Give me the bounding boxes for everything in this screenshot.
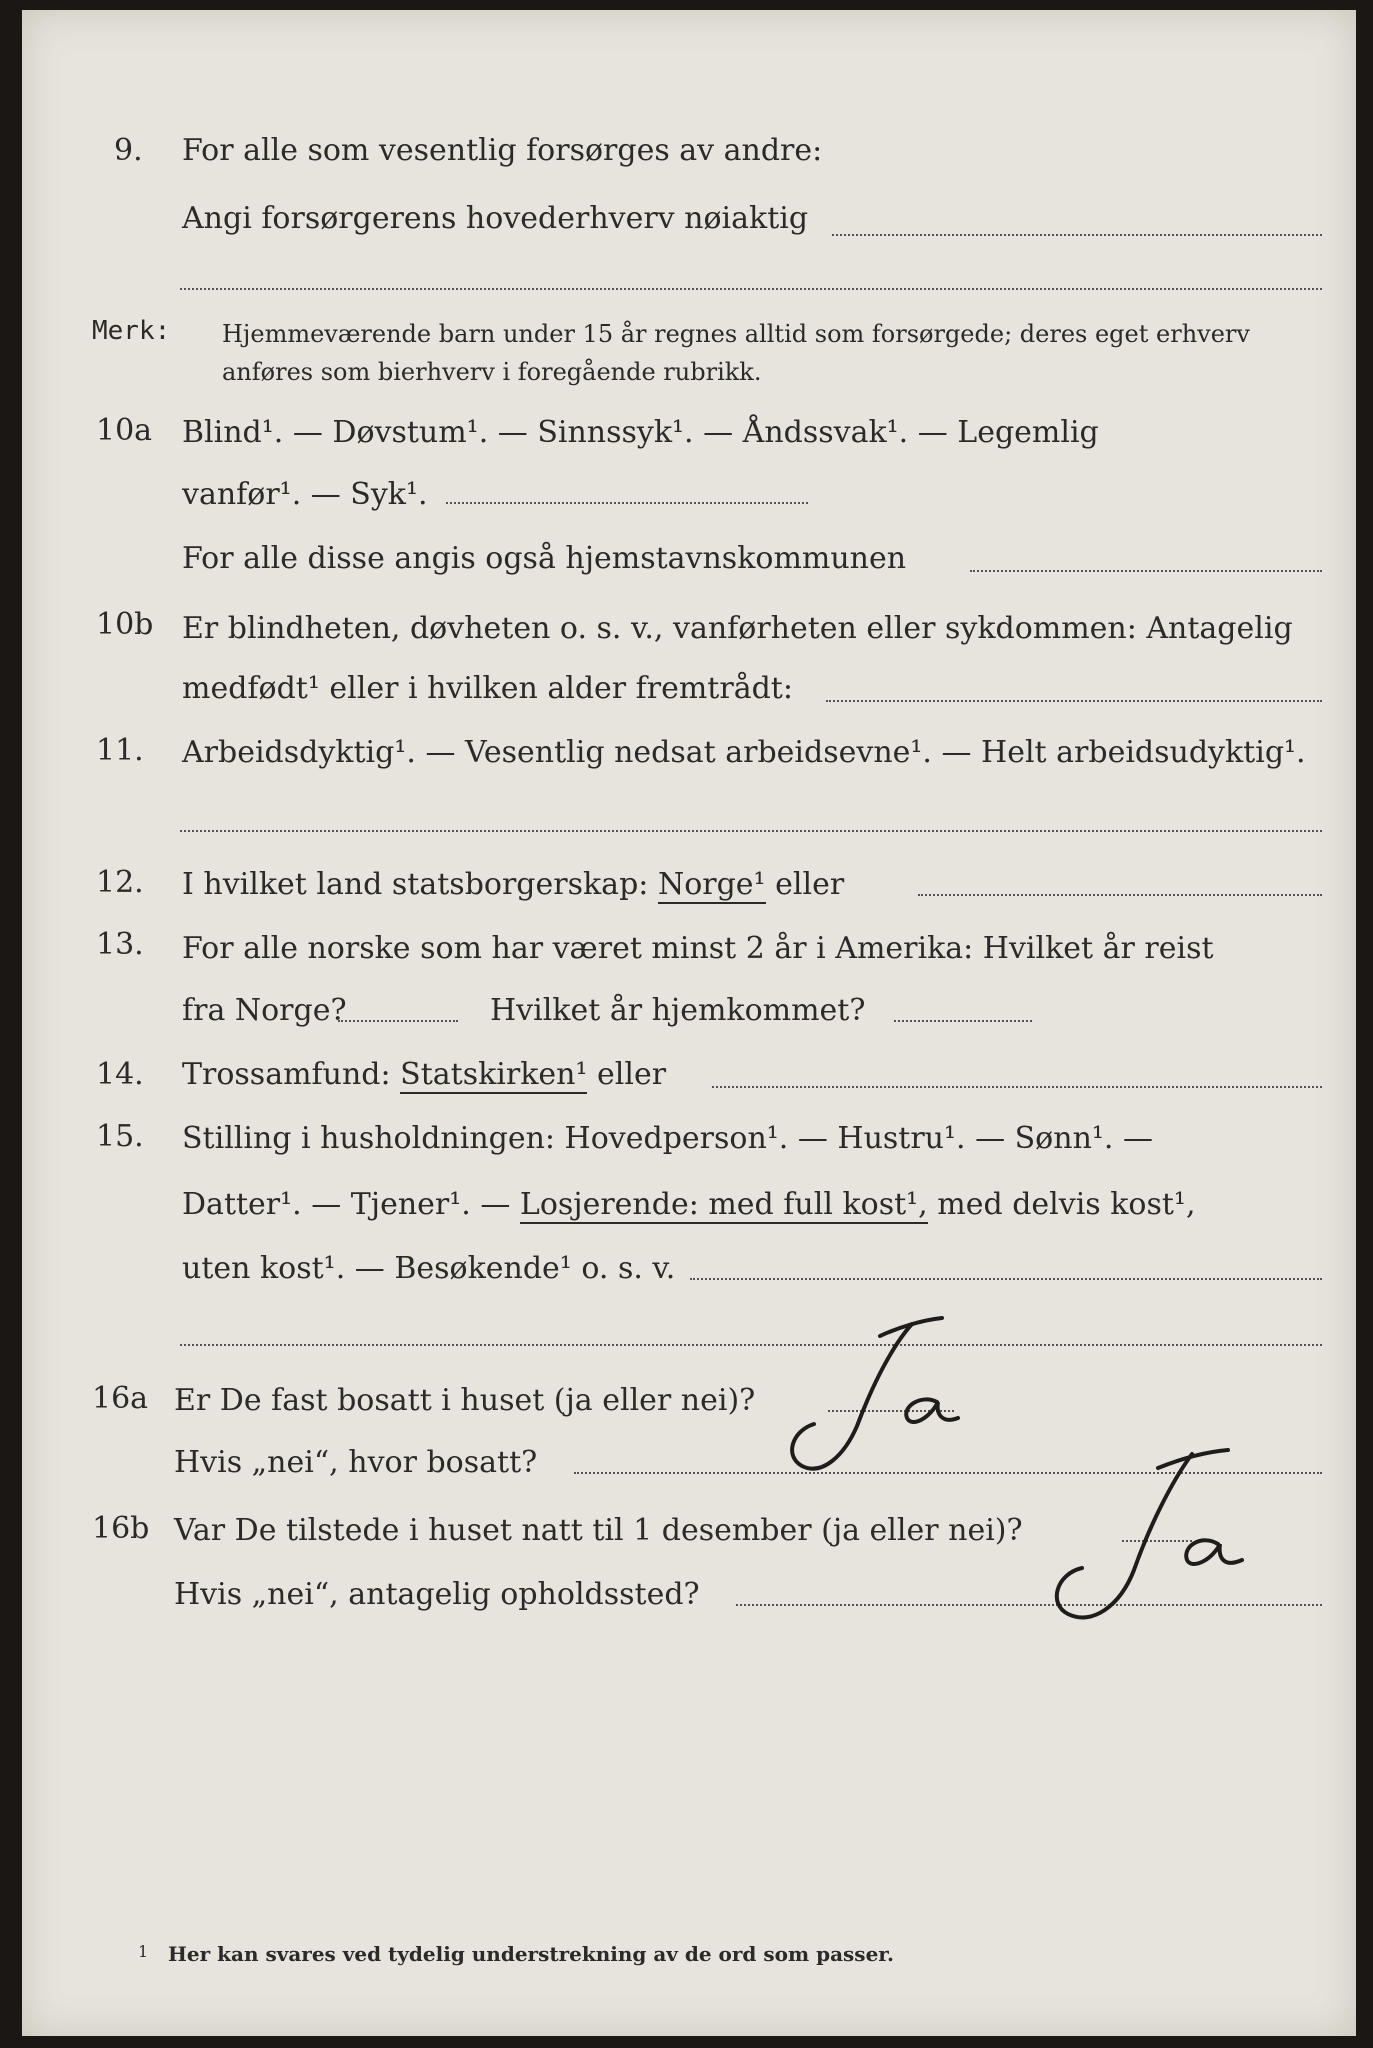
q14-suffix: eller — [597, 1057, 667, 1092]
q11-number: 11. — [96, 733, 144, 768]
q9-line1: For alle som vesentlig forsørges av andre: — [182, 133, 823, 168]
footnote-text: Her kan svares ved tydelig understrekning av de ord som passer. — [168, 1942, 894, 1966]
q12-number: 12. — [96, 865, 144, 900]
q10b-answer-line[interactable] — [826, 700, 1322, 702]
q15-number: 15. — [96, 1119, 144, 1154]
q10a-line1: Blind¹. — Døvstum¹. — Sinnssyk¹. — Åndssvak¹. — Legemlig — [182, 415, 1099, 450]
q12-line — [182, 867, 845, 902]
merk-line2: anføres som bierhverv i foregående rubrikk. — [222, 358, 762, 386]
q11-answer-line[interactable] — [180, 830, 1322, 832]
q9-number: 9. — [114, 133, 143, 168]
q14-number: 14. — [96, 1057, 144, 1092]
q15-answer-line-2[interactable] — [180, 1344, 1322, 1346]
q15-answer-line[interactable] — [690, 1278, 1322, 1280]
q16a-number: 16a — [92, 1381, 149, 1416]
q10a-answer-line[interactable] — [446, 502, 808, 504]
q10b-line2: medfødt¹ eller i hvilken alder fremtrådt: — [182, 671, 793, 706]
q12-prefix: I hvilket land statsborgerskap: — [182, 867, 649, 902]
q16b-line2: Hvis „nei“, antagelig opholdssted? — [174, 1577, 700, 1612]
q13-line2a: fra Norge? — [182, 993, 347, 1028]
q10b-line1: Er blindheten, døvheten o. s. v., vanførheten eller sykdommen: Antagelig — [182, 611, 1293, 646]
q11-line1: Arbeidsdyktig¹. — Vesentlig nedsat arbeidsevne¹. — Helt arbeidsudyktig¹. — [182, 735, 1306, 770]
q13-line1: For alle norske som har været minst 2 år i Amerika: Hvilket år reist — [182, 931, 1214, 966]
q10a-line2: vanfør¹. — Syk¹. — [182, 477, 428, 512]
q10a-hometown-line[interactable] — [970, 570, 1322, 572]
q10a-number: 10a — [96, 413, 153, 448]
q16b-handwritten-answer — [1022, 1434, 1262, 1634]
q12-underlined-norge[interactable]: Norge¹ — [657, 867, 766, 902]
q15-line2b: med delvis kost¹, — [937, 1187, 1196, 1222]
q16b-line1: Var De tilstede i huset natt til 1 desember (ja eller nei)? — [174, 1513, 1023, 1548]
q16a-handwritten-answer — [762, 1306, 982, 1486]
q13-return-year-line[interactable] — [894, 1020, 1032, 1022]
q14-answer-line[interactable] — [712, 1086, 1322, 1088]
q12-suffix: eller — [775, 867, 845, 902]
q16a-line2: Hvis „nei“, hvor bosatt? — [174, 1445, 538, 1480]
merk-line1: Hjemmeværende barn under 15 år regnes alltid som forsørgede; deres eget erhverv — [222, 320, 1250, 348]
q16b-number: 16b — [92, 1511, 150, 1546]
q14-line — [182, 1057, 667, 1092]
q9-line2: Angi forsørgerens hovederhverv nøiaktig — [182, 201, 809, 236]
q15-line3: uten kost¹. — Besøkende¹ o. s. v. — [182, 1251, 676, 1286]
q9-answer-line-2[interactable] — [180, 288, 1322, 290]
footnote-number: 1 — [138, 1942, 149, 1961]
q13-number: 13. — [96, 927, 144, 962]
q15-line1: Stilling i husholdningen: Hovedperson¹. — Hustru¹. — Sønn¹. — — [182, 1121, 1153, 1156]
q14-underlined-statskirken[interactable]: Statskirken¹ — [400, 1057, 588, 1092]
q12-answer-line[interactable] — [918, 894, 1322, 896]
q15-line2a: Datter¹. — Tjener¹. — — [182, 1187, 511, 1222]
merk-label: Merk: — [92, 316, 171, 346]
q16a-line1: Er De fast bosatt i huset (ja eller nei)? — [174, 1383, 756, 1418]
q13-left-year-line[interactable] — [338, 1020, 458, 1022]
q9-answer-line[interactable] — [832, 234, 1322, 236]
q10b-number: 10b — [96, 607, 154, 642]
q13-line2b: Hvilket år hjemkommet? — [490, 993, 866, 1028]
census-form-page — [22, 10, 1356, 2036]
q15-line2 — [182, 1187, 1196, 1222]
q14-prefix: Trossamfund: — [182, 1057, 391, 1092]
q10a-line3: For alle disse angis også hjemstavnskommunen — [182, 541, 907, 576]
q15-losjerende-full-kost[interactable]: Losjerende: med full kost¹, — [519, 1187, 928, 1222]
